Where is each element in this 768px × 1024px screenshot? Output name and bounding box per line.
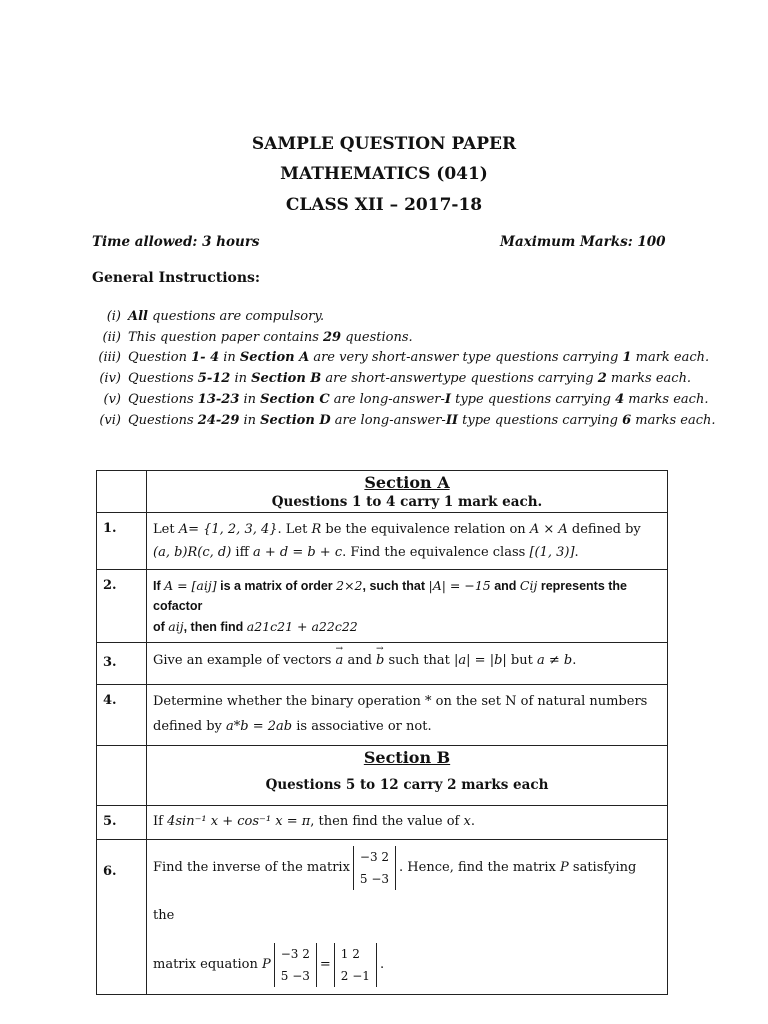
equals-sign: = bbox=[319, 957, 331, 972]
q2-text: If bbox=[153, 579, 165, 593]
empty-cell bbox=[97, 746, 147, 806]
instruction-fragment: Questions bbox=[128, 371, 198, 387]
instruction-fragment: type questions carrying bbox=[450, 392, 616, 408]
subject-title: MATHEMATICS (041) bbox=[280, 164, 488, 184]
question-table bbox=[96, 470, 668, 995]
q1-relation-expr: (a, b)R(c, d) bbox=[153, 545, 232, 560]
instruction-fragment: Questions bbox=[128, 412, 198, 428]
instruction-text bbox=[128, 371, 691, 386]
q6-matrix-p: P bbox=[560, 860, 569, 875]
instruction-number: (iv) bbox=[99, 371, 121, 387]
q4-text: of natural numbers bbox=[516, 694, 648, 709]
q1-text: defined by bbox=[567, 522, 641, 537]
q3-text: but bbox=[506, 653, 537, 668]
matrix-row: −3 2 bbox=[359, 849, 390, 864]
instruction-emphasis: Section D bbox=[260, 412, 331, 428]
q3-text: Give an example of vectors bbox=[153, 653, 336, 668]
section-a-title: Section A bbox=[364, 473, 450, 492]
instruction-number: (i) bbox=[106, 308, 121, 324]
question-row-6 bbox=[97, 840, 668, 995]
question-row-4 bbox=[97, 685, 668, 746]
section-b-title: Section B bbox=[363, 748, 451, 767]
q2-expression: a21c21 + a22c22 bbox=[246, 619, 358, 634]
instruction-fragment: are very short-answer type questions carrying bbox=[309, 350, 623, 366]
section-b-header-row bbox=[97, 746, 668, 806]
instruction-emphasis: 5-12 bbox=[197, 371, 231, 387]
instruction-number: (v) bbox=[103, 392, 121, 408]
instruction-emphasis: 2 bbox=[597, 371, 607, 387]
q1-class: [(1, 3)] bbox=[529, 545, 575, 560]
q1-text: Let bbox=[153, 522, 179, 537]
instruction-fragment: mark each. bbox=[631, 350, 710, 366]
instruction-number: (iii) bbox=[98, 350, 121, 366]
matrix-row: 5 −3 bbox=[280, 968, 310, 983]
q6-text: . Hence, find the matrix bbox=[399, 860, 561, 875]
instruction-fragment: in bbox=[239, 412, 261, 428]
instruction-number: (vi) bbox=[99, 412, 121, 428]
q4-definition: a*b = 2ab bbox=[226, 719, 293, 734]
instruction-emphasis: II bbox=[445, 412, 458, 428]
instruction-fragment: marks each. bbox=[631, 412, 716, 428]
q4-text: is associative or not. bbox=[292, 719, 432, 734]
question-text-2 bbox=[147, 570, 668, 643]
instruction-fragment: are short-answertype questions carrying bbox=[321, 371, 598, 387]
q2-matrix: A = [aij] bbox=[164, 578, 217, 593]
matrix-row: 5 −3 bbox=[359, 871, 390, 886]
section-a-header-row bbox=[97, 471, 668, 513]
instruction-fragment: marks each. bbox=[606, 371, 692, 387]
instruction-fragment: marks each. bbox=[624, 392, 709, 408]
instruction-fragment: are long-answer- bbox=[330, 412, 446, 428]
instruction-emphasis: 4 bbox=[615, 392, 625, 408]
q2-cofactor: Cij bbox=[519, 578, 538, 593]
q6-text: . bbox=[379, 957, 385, 972]
instruction-item bbox=[90, 306, 730, 327]
instruction-text bbox=[128, 309, 324, 324]
q1-text: . Find the equivalence class bbox=[342, 545, 530, 560]
q2-text: , then find bbox=[183, 620, 247, 634]
q1-product: A × A bbox=[529, 522, 568, 537]
empty-cell bbox=[97, 471, 147, 513]
instruction-item bbox=[90, 348, 730, 369]
instruction-fragment: Question bbox=[128, 350, 192, 366]
q2-text: and bbox=[490, 579, 520, 593]
instruction-text bbox=[128, 413, 715, 428]
instruction-fragment: in bbox=[230, 371, 252, 387]
time-allowed: Time allowed: 3 hours bbox=[92, 234, 260, 250]
instruction-emphasis: 1- 4 bbox=[191, 350, 220, 366]
instruction-text bbox=[128, 330, 413, 345]
q5-text: , then find the value of bbox=[310, 814, 464, 829]
instruction-item bbox=[90, 327, 730, 348]
question-number: 5. bbox=[97, 806, 147, 840]
general-instructions-heading: General Instructions: bbox=[92, 270, 261, 286]
q4-text: Determine whether the binary operation bbox=[153, 694, 425, 709]
question-text-1 bbox=[147, 513, 668, 570]
question-number: 6. bbox=[97, 840, 147, 995]
question-text-3 bbox=[147, 643, 668, 685]
matrix-a bbox=[274, 943, 317, 987]
vector-a: → a bbox=[336, 653, 344, 668]
matrix-row: 1 2 bbox=[340, 946, 360, 961]
class-title: CLASS XII – 2017-18 bbox=[285, 195, 483, 215]
q1-text: be the equivalence relation on bbox=[321, 522, 530, 537]
instruction-fragment: questions are compulsory. bbox=[147, 308, 325, 324]
instruction-text bbox=[128, 350, 709, 365]
q2-text: is a matrix of order bbox=[216, 579, 337, 593]
question-text-6 bbox=[147, 840, 668, 995]
matrix-row: 2 −1 bbox=[340, 968, 370, 983]
q2-determinant: |A| = −15 bbox=[428, 578, 491, 593]
question-number: 2. bbox=[97, 570, 147, 643]
q6-matrix-p: P bbox=[262, 957, 271, 972]
instruction-fragment: questions. bbox=[341, 329, 413, 345]
q6-text: satisfying the bbox=[153, 860, 637, 923]
question-number: 4. bbox=[97, 685, 147, 746]
q3-text: such that bbox=[384, 653, 455, 668]
instruction-item bbox=[90, 368, 730, 389]
q4-text: defined by bbox=[153, 719, 227, 734]
question-text-5 bbox=[147, 806, 668, 840]
instruction-number: (ii) bbox=[102, 329, 121, 345]
maximum-marks: Maximum Marks: 100 bbox=[500, 234, 666, 250]
q1-text: . Let bbox=[277, 522, 312, 537]
q6-text: Find the inverse of the matrix bbox=[153, 860, 350, 875]
q1-text: iff bbox=[231, 545, 253, 560]
q1-equation: a + d = b + c bbox=[252, 545, 343, 560]
q1-relation: R bbox=[311, 522, 322, 537]
q3-inequality: a ≠ b bbox=[536, 653, 573, 668]
q2-order: 2×2 bbox=[336, 578, 363, 593]
instruction-item bbox=[90, 410, 730, 431]
instruction-emphasis: 1 bbox=[622, 350, 632, 366]
paper-title: SAMPLE QUESTION PAPER bbox=[251, 134, 517, 154]
q4-operator: * bbox=[425, 694, 432, 709]
matrix-a bbox=[353, 846, 396, 890]
q4-set: N bbox=[505, 694, 517, 709]
instruction-emphasis: 29 bbox=[323, 329, 342, 345]
q3-magnitude-equality: |a| = |b| bbox=[454, 653, 507, 668]
instruction-emphasis: Section B bbox=[251, 371, 322, 387]
instruction-emphasis: 6 bbox=[622, 412, 632, 428]
instruction-item bbox=[90, 389, 730, 410]
instruction-text bbox=[128, 392, 708, 407]
instruction-fragment: are long-answer- bbox=[329, 392, 445, 408]
question-row-5 bbox=[97, 806, 668, 840]
instruction-emphasis: 13-23 bbox=[197, 392, 240, 408]
question-text-4 bbox=[147, 685, 668, 746]
matrix-b bbox=[334, 943, 377, 987]
section-a-subtitle: Questions 1 to 4 carry 1 mark each. bbox=[271, 494, 543, 510]
vector-b: → b bbox=[376, 653, 384, 668]
q3-text: and bbox=[343, 653, 377, 668]
instruction-emphasis: All bbox=[128, 308, 148, 324]
q3-text: . bbox=[572, 653, 577, 668]
instruction-fragment: Questions bbox=[128, 392, 198, 408]
instruction-emphasis: I bbox=[444, 392, 451, 408]
question-row-1 bbox=[97, 513, 668, 570]
question-number: 3. bbox=[97, 643, 147, 685]
instructions-list bbox=[90, 306, 730, 431]
instruction-fragment: This question paper contains bbox=[128, 329, 323, 345]
q5-text: If bbox=[153, 814, 168, 829]
q4-text: on the set bbox=[431, 694, 506, 709]
q2-element: aij bbox=[168, 619, 184, 634]
q2-text: of bbox=[153, 620, 169, 634]
q1-text: . bbox=[574, 545, 579, 560]
instruction-emphasis: Section A bbox=[239, 350, 310, 366]
instruction-fragment: type questions carrying bbox=[458, 412, 623, 428]
question-row-3 bbox=[97, 643, 668, 685]
question-number: 1. bbox=[97, 513, 147, 570]
q1-set: A= {1, 2, 3, 4} bbox=[178, 522, 278, 537]
section-b-subtitle: Questions 5 to 12 carry 2 marks each bbox=[265, 777, 549, 793]
q5-text: . bbox=[470, 814, 475, 829]
q6-text: matrix equation bbox=[153, 957, 262, 972]
matrix-row: −3 2 bbox=[280, 946, 310, 961]
q5-equation: 4sin⁻¹ x + cos⁻¹ x = π bbox=[167, 814, 311, 829]
q2-text: represents the cofactor bbox=[153, 579, 627, 613]
question-row-2 bbox=[97, 570, 668, 643]
q5-variable: x bbox=[463, 814, 471, 829]
instruction-emphasis: 24-29 bbox=[197, 412, 240, 428]
q2-text: , such that bbox=[362, 579, 429, 593]
instruction-emphasis: Section C bbox=[260, 392, 330, 408]
instruction-fragment: in bbox=[219, 350, 240, 366]
instruction-fragment: in bbox=[239, 392, 261, 408]
